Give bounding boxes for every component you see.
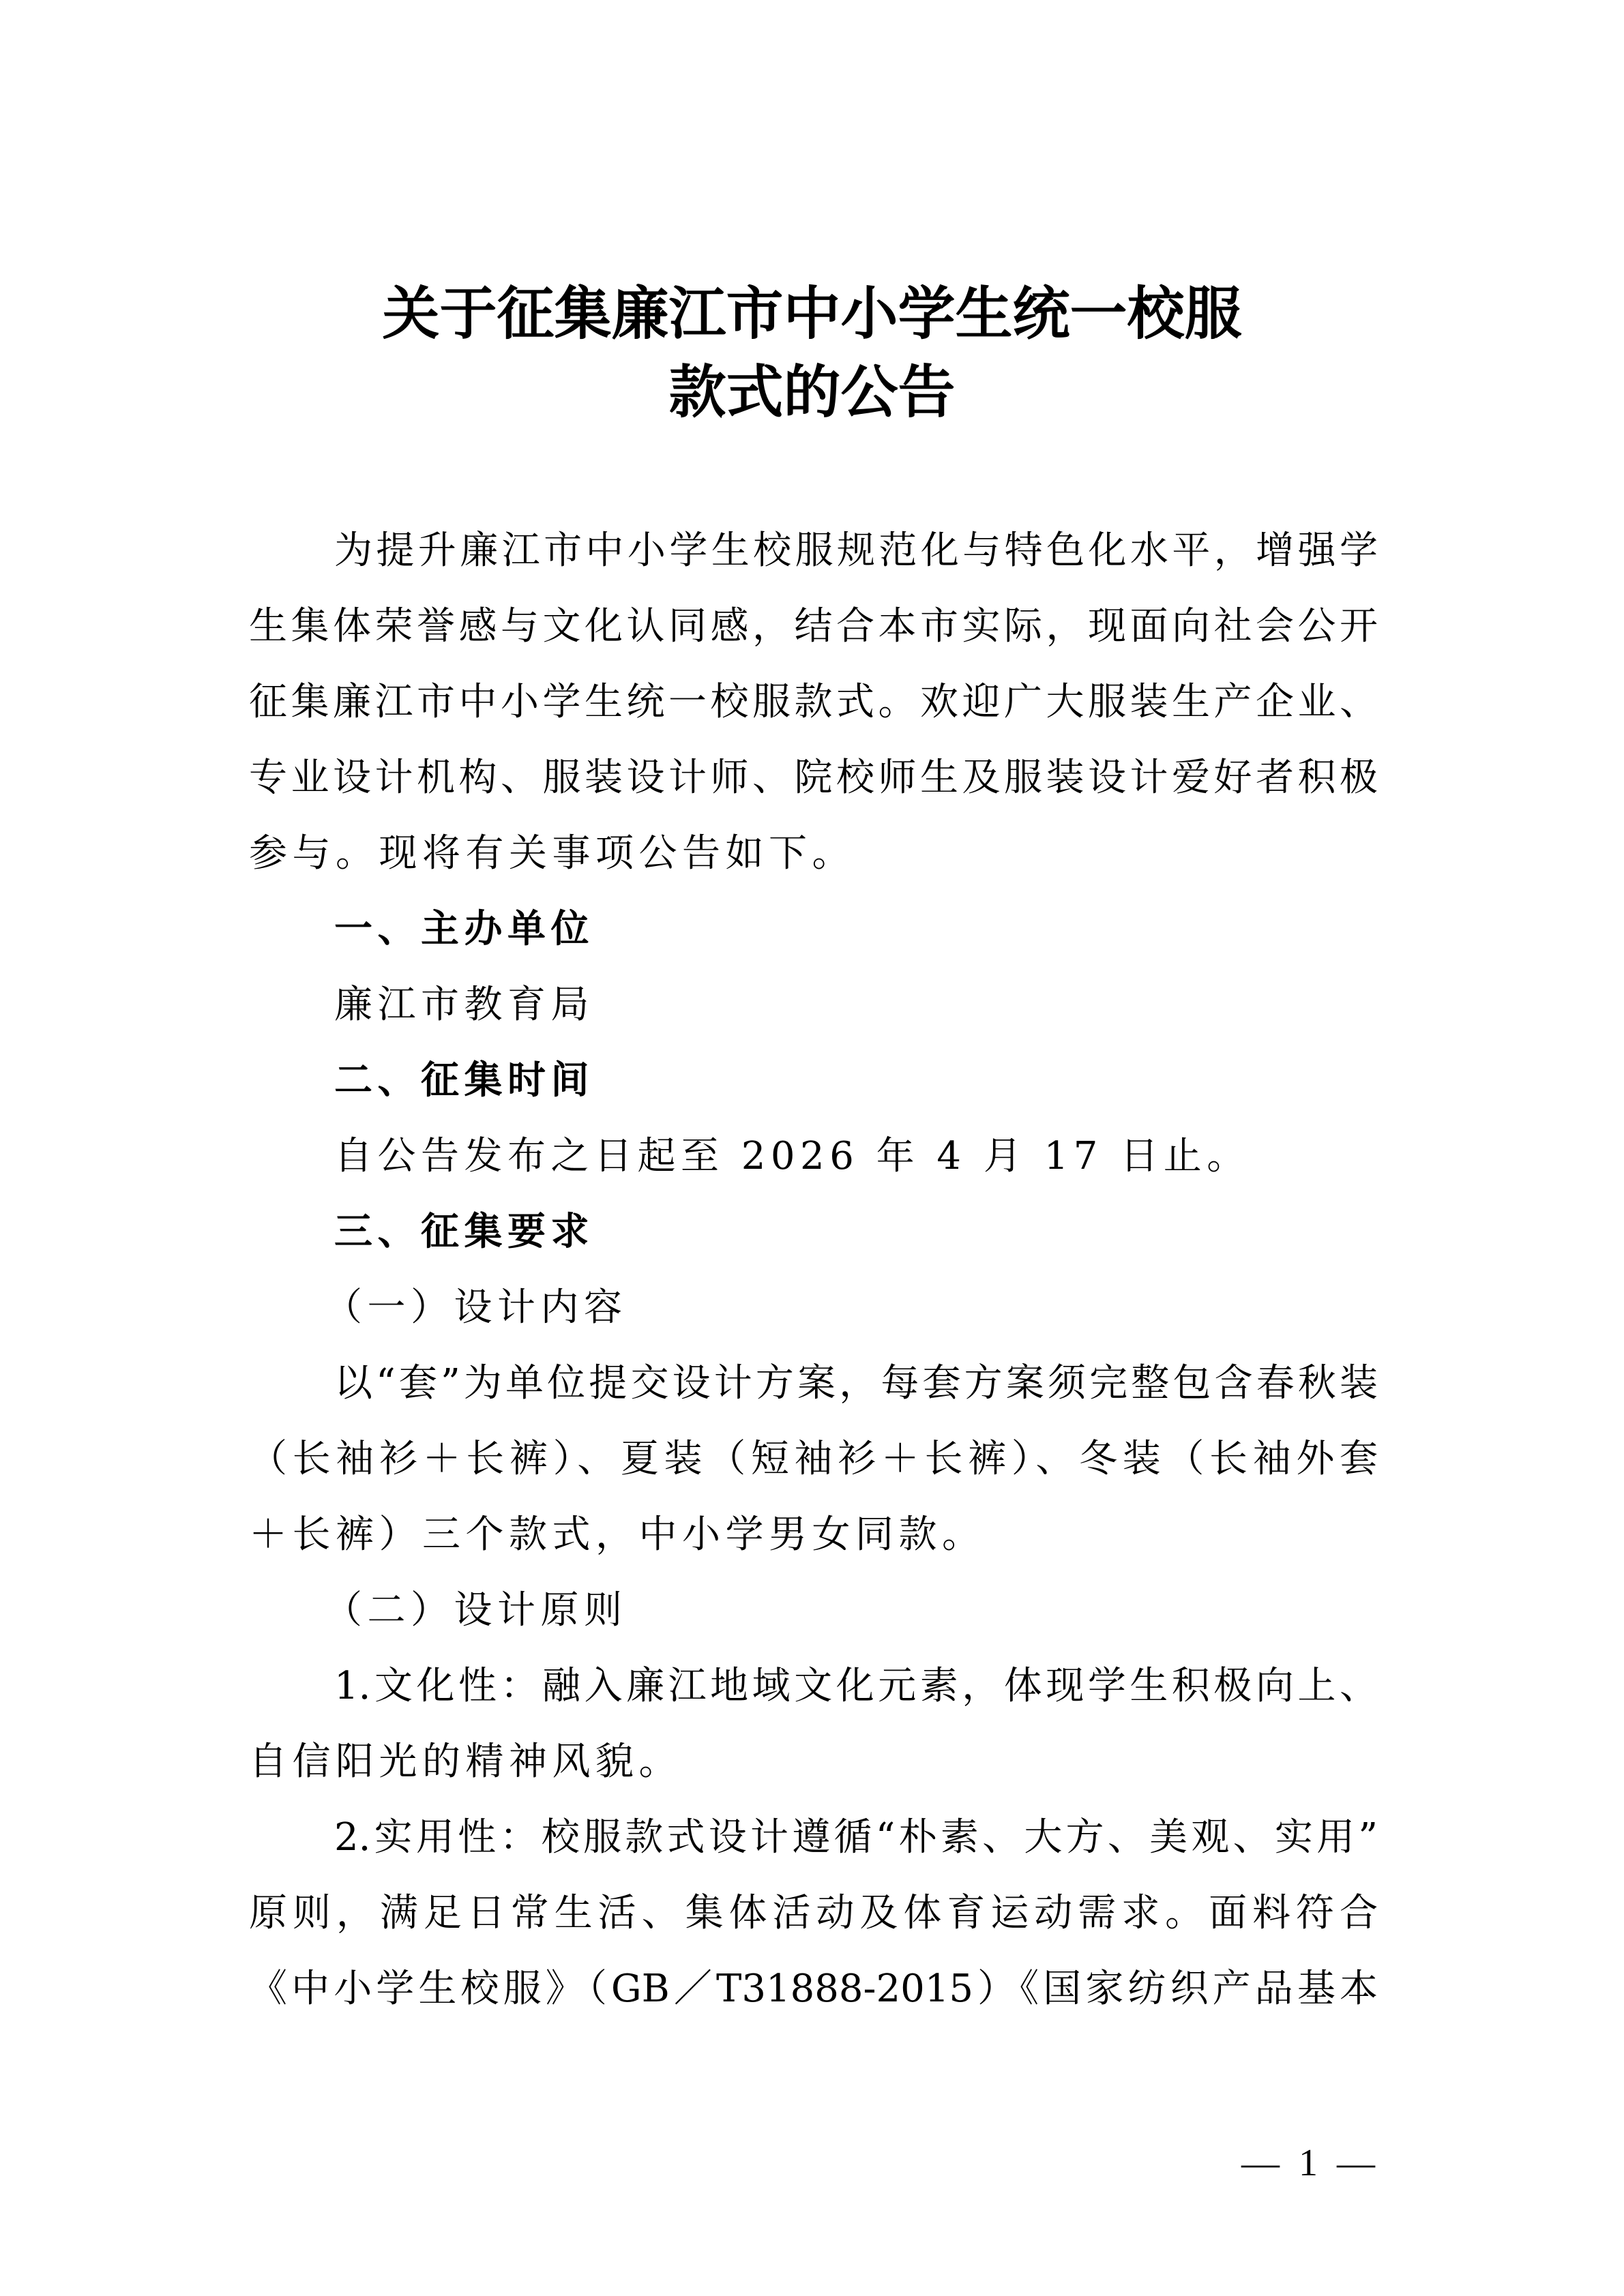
subsection-2-heading: （二）设计原则 — [324, 1588, 628, 1632]
subsection-1-line-2: （长袖衫＋长裤）、夏装（短袖衫＋长裤）、冬装（长袖外套 — [249, 1437, 1378, 1481]
intro-line-2: 生集体荣誉感与文化认同感，结合本市实际，现面向社会公开 — [249, 604, 1378, 648]
principle-1-line-1: 1.文化性：融入廉江地域文化元素，体现学生积极向上、 — [334, 1664, 1378, 1708]
intro-line-4: 专业设计机构、服装设计师、院校师生及服装设计爱好者积极 — [249, 756, 1378, 800]
principle-2-line-2: 原则，满足日常生活、集体活动及体育运动需求。面料符合 — [249, 1891, 1378, 1935]
subsection-1-line-1: 以“套”为单位提交设计方案，每套方案须完整包含春秋装 — [334, 1361, 1378, 1405]
principle-2-line-3: 《中小学生校服》（GB／T31888-2015）《国家纺织产品基本 — [249, 1967, 1378, 2011]
intro-line-3: 征集廉江市中小学生统一校服款式。欢迎广大服装生产企业、 — [249, 680, 1378, 724]
subsection-1-line-3: ＋长裤）三个款式，中小学男女同款。 — [249, 1512, 986, 1557]
page-number: — 1 — — [1241, 2142, 1375, 2184]
section-2-heading: 二、征集时间 — [334, 1058, 594, 1103]
section-1-body: 廉江市教育局 — [334, 983, 594, 1027]
section-3-heading: 三、征集要求 — [334, 1210, 594, 1254]
principle-2-line-1: 2.实用性：校服款式设计遵循“朴素、大方、美观、实用” — [334, 1815, 1378, 1860]
intro-line-1: 为提升廉江市中小学生校服规范化与特色化水平，增强学 — [334, 528, 1378, 573]
intro-line-5: 参与。现将有关事项公告如下。 — [249, 831, 855, 876]
section-1-heading: 一、主办单位 — [334, 907, 594, 951]
document-title-line-1: 关于征集廉江市中小学生统一校服 — [382, 280, 1242, 347]
principle-1-line-2: 自信阳光的精神风貌。 — [249, 1740, 682, 1784]
section-2-body: 自公告发布之日起至 2026 年 4 月 17 日止。 — [334, 1134, 1250, 1178]
document-title-line-2: 款式的公告 — [668, 358, 956, 426]
subsection-1-heading: （一）设计内容 — [324, 1285, 628, 1330]
